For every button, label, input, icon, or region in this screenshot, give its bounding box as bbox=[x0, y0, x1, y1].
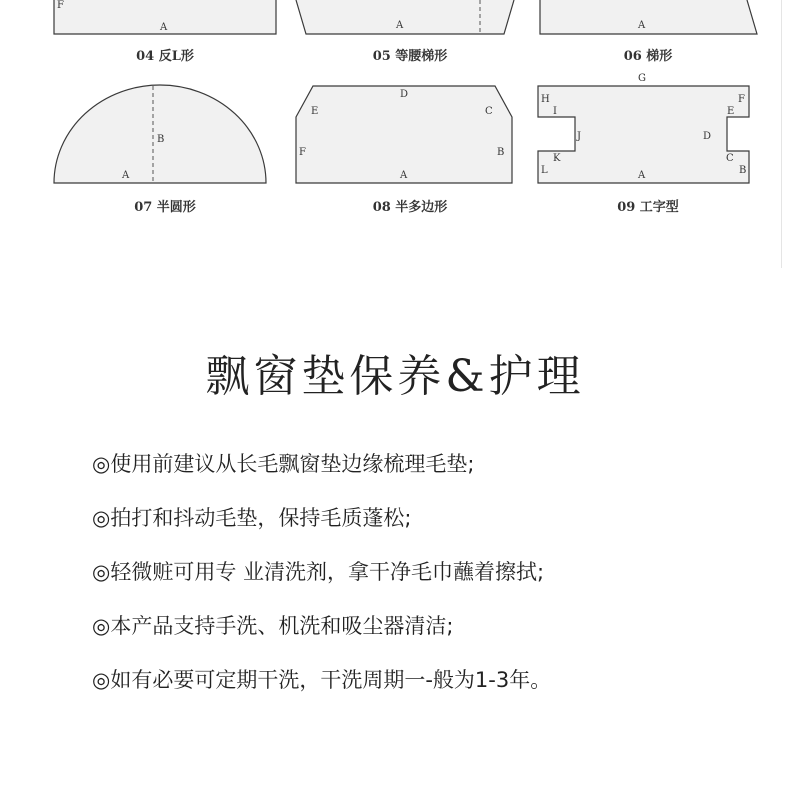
shape-04-label-a: A bbox=[160, 22, 168, 33]
shape-05-label-a: A bbox=[396, 20, 404, 31]
shape-07-label-b: B bbox=[157, 134, 165, 145]
shape-09-label-k: K bbox=[553, 153, 561, 164]
shape-09-outline bbox=[538, 86, 749, 183]
shape-09-label-h: H bbox=[541, 94, 550, 105]
shape-09-label-f: F bbox=[738, 94, 745, 105]
shape-08-label-f: F bbox=[299, 147, 306, 158]
shape-04-caption: 04 反L形 bbox=[136, 49, 194, 64]
shape-09-label-g: G bbox=[638, 73, 646, 84]
shape-08-outline bbox=[296, 86, 512, 183]
care-item: ◎如有必要可定期干洗，干洗周期一-般为1-3年。 bbox=[92, 668, 552, 692]
shape-07-label-a: A bbox=[122, 170, 130, 181]
shape-09-label-d: D bbox=[703, 131, 712, 142]
care-item: ◎轻微赃可用专 业清洗剂，拿干净毛巾蘸着擦拭; bbox=[92, 560, 545, 584]
shape-09-label-i: I bbox=[553, 106, 557, 117]
care-section-title: 飘窗垫保养&护理 bbox=[205, 351, 585, 402]
shape-05-outline bbox=[296, 0, 514, 34]
shape-08-label-b: B bbox=[497, 147, 505, 158]
shape-08-label-c: C bbox=[485, 106, 493, 117]
shape-08-caption: 08 半多边形 bbox=[372, 200, 448, 215]
shape-08-label-e: E bbox=[311, 106, 319, 117]
shape-05-caption: 05 等腰梯形 bbox=[372, 49, 448, 64]
shape-09-label-e: E bbox=[727, 106, 735, 117]
shape-09-caption: 09 工字型 bbox=[617, 200, 679, 215]
care-instructions-list bbox=[92, 448, 551, 718]
shape-09-label-l: L bbox=[541, 165, 548, 176]
care-item: ◎拍打和抖动毛垫，保持毛质蓬松; bbox=[92, 506, 412, 530]
shape-04-label-f: F bbox=[57, 0, 64, 11]
shape-06-label-a: A bbox=[638, 20, 646, 31]
shape-07-caption: 07 半圆形 bbox=[134, 200, 196, 215]
shape-06-caption: 06 梯形 bbox=[623, 49, 673, 64]
shape-08-label-d: D bbox=[400, 89, 409, 100]
shape-09-label-j: J bbox=[577, 131, 582, 142]
shape-diagrams-panel bbox=[0, 0, 790, 225]
shape-09-label-b: B bbox=[739, 165, 747, 176]
care-item: ◎本产品支持手洗、机洗和吸尘器清洁; bbox=[92, 614, 454, 638]
shape-diagrams bbox=[0, 0, 790, 225]
care-item: ◎使用前建议从长毛飘窗垫边缘梳理毛垫; bbox=[92, 452, 475, 476]
shape-09-label-c: C bbox=[726, 153, 734, 164]
shape-06-outline bbox=[540, 0, 757, 34]
shape-08-label-a: A bbox=[400, 170, 408, 181]
shape-09-label-a: A bbox=[638, 170, 646, 181]
right-edge-divider bbox=[781, 0, 782, 268]
